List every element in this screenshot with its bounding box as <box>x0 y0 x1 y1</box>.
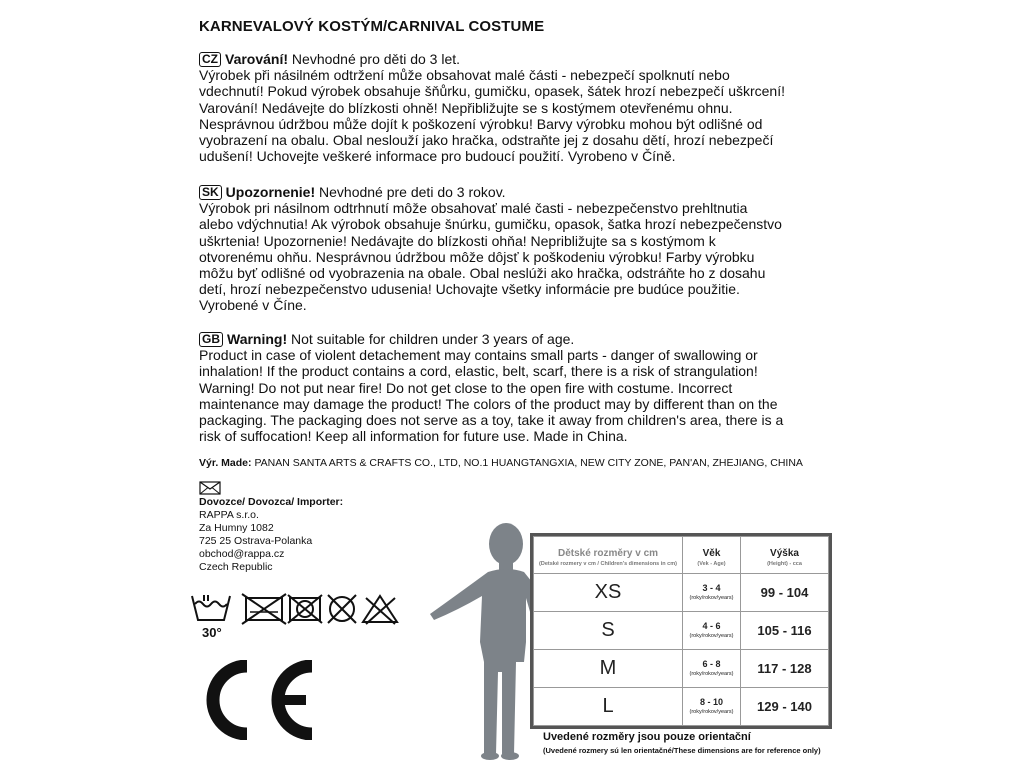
warning-line: Product in case of violent detachement may contains small parts - danger of swallowing or <box>199 347 758 364</box>
age-cell <box>683 650 741 688</box>
warning-first-line-sk: Nevhodné pre deti do 3 rokov. <box>319 184 506 200</box>
height-cell: 129 - 140 <box>741 688 829 726</box>
warning-line: detí, hrozí nebezpečenstvo udusenia! Uchovajte všetky informácie pre budúce použitie. <box>199 281 740 298</box>
header-age-label: Věk <box>702 548 721 559</box>
warning-line: otvorenému ohňu. Nesprávnou údržbou môže dôjsť k poškodeniu výrobku! Farby výrobku <box>199 248 755 265</box>
age-unit: (roky/rokov/years) <box>689 632 734 639</box>
age-unit: (roky/rokov/years) <box>689 670 734 677</box>
warning-heading-sk: Upozornenie! <box>225 184 316 200</box>
warning-line: inhalation! If the product contains a cord, elastic, belt, scarf, there is a risk of strangulation! <box>199 363 758 380</box>
size-table <box>530 533 832 729</box>
importer-label: Dovozce/ Dovozca/ Importer: <box>199 496 344 508</box>
ce-mark-icon <box>192 660 318 740</box>
wash-temperature: 30° <box>202 625 222 640</box>
flag-sk: SK <box>199 185 222 200</box>
age-cell <box>683 574 741 612</box>
warning-line: alebo vdýchnutia! Ak výrobok obsahuje šnúrku, gumičku, opasok, šatka hrozí nebezpečenstvo <box>199 216 782 233</box>
warning-section-gb <box>199 331 849 444</box>
table-row <box>534 612 829 650</box>
dimensions-note-sub: (Uvedené rozmery sú len orientačné/These dimensions are for reference only) <box>543 746 821 755</box>
manufacturer-line <box>199 457 803 469</box>
header-size-sub: (Detské rozmery v cm / Children's dimensions in cm) <box>539 561 677 567</box>
warning-line: risk of suffocation! Keep all information for future use. Made in China. <box>199 428 628 445</box>
header-age-sub: (Vek - Age) <box>697 561 726 567</box>
age-value: 4 - 6 <box>702 620 721 631</box>
manufacturer-label: Výr. Made: <box>199 457 252 469</box>
warning-line: udušení! Uchovejte veškeré informace pro budoucí použití. Vyrobeno v Číně. <box>199 148 676 165</box>
importer-line: RAPPA s.r.o. <box>199 509 259 521</box>
importer-line: obchod@rappa.cz <box>199 548 285 560</box>
no-iron-icon <box>288 595 322 623</box>
manufacturer-text: PANAN SANTA ARTS & CRAFTS CO., LTD, NO.1 HUANGTANGXIA, NEW CITY ZONE, PAN'AN, ZHEJIANG, CHINA <box>254 457 803 469</box>
warning-line: Výrobok pri násilnom odtrhnutí môže obsahovať malé časti - nebezpečenstvo prehltnutia <box>199 200 748 217</box>
height-cell: 99 - 104 <box>741 574 829 612</box>
warning-line: Varování! Nedávejte do blízkosti ohně! Nepřibližujte se s kostýmem otevřenému ohnu. <box>199 99 733 116</box>
height-cell: 117 - 128 <box>741 650 829 688</box>
age-unit: (roky/rokov/years) <box>689 594 734 601</box>
header-size <box>534 537 683 574</box>
size-cell: L <box>534 688 683 726</box>
header-height-sub: (Height) - cca <box>767 561 802 567</box>
header-height <box>741 537 829 574</box>
warning-line: maintenance may damage the product! The colors of the product may by different than on the <box>199 395 778 412</box>
importer-line: 725 25 Ostrava-Polanka <box>199 535 313 547</box>
warning-heading-gb: Warning! <box>227 331 288 347</box>
size-cell: M <box>534 650 683 688</box>
height-cell: 105 - 116 <box>741 612 829 650</box>
flag-gb: GB <box>199 332 223 347</box>
warning-heading-cz: Varování! <box>225 51 289 67</box>
age-value: 8 - 10 <box>699 696 723 707</box>
header-height-label: Výška <box>770 548 799 559</box>
warning-line: packaging. The packaging does not serve as a toy, take it away from children's area, there is a <box>199 412 784 429</box>
age-value: 6 - 8 <box>702 658 721 669</box>
size-cell: XS <box>534 574 683 612</box>
importer-line: Czech Republic <box>199 561 273 573</box>
flag-cz: CZ <box>199 52 221 67</box>
warning-line: vdechnutí! Pokud výrobek obsahuje šňůrku, gumičku, opasek, šátek hrozí nebezpečí uškrcení! <box>199 83 785 100</box>
no-dry-clean-icon <box>328 595 356 623</box>
wash-30-icon <box>192 595 230 620</box>
header-age <box>683 537 741 574</box>
page-title: KARNEVALOVÝ KOSTÝM/CARNIVAL COSTUME <box>199 18 545 35</box>
age-cell <box>683 612 741 650</box>
size-cell: S <box>534 612 683 650</box>
size-table-header <box>534 537 829 574</box>
age-cell <box>683 688 741 726</box>
warning-line: Vyrobené v Číne. <box>199 297 307 314</box>
age-value: 3 - 4 <box>702 582 721 593</box>
warning-section-sk <box>199 184 849 314</box>
warning-first-line-gb: Not suitable for children under 3 years of age. <box>291 331 575 347</box>
warning-line: Výrobek při násilném odtržení může obsahovat malé části - nebezpečí spolknutí nebo <box>199 67 730 84</box>
importer-line: Za Humny 1082 <box>199 522 274 534</box>
dimensions-note: Uvedené rozměry jsou pouze orientační <box>543 731 751 743</box>
no-tumble-dry-icon <box>242 594 286 624</box>
warning-first-line-cz: Nevhodné pro děti do 3 let. <box>291 51 461 67</box>
table-row <box>534 574 829 612</box>
header-size-label: Dětské rozměry v cm <box>557 548 659 559</box>
no-bleach-icon <box>363 596 397 624</box>
warning-line: vyobrazení na obalu. Obal neslouží jako hračka, odstraňte jej z dosahu dětí, hrozí nebezpečí <box>199 132 774 149</box>
warning-line: môžu byť odlišné od vyobrazenia na obale. Obal neslúži ako hračka, odstráňte ho z dosahu <box>199 265 766 282</box>
warning-line: Nesprávnou údržbou může dojít k poškození výrobku! Barvy výrobku mohou být odlišné od <box>199 115 763 132</box>
warning-line: Warning! Do not put near fire! Do not get close to the open fire with costume. Incorrect <box>199 379 733 396</box>
importer-block <box>199 481 343 574</box>
care-symbols <box>190 592 415 626</box>
envelope-icon <box>199 481 221 495</box>
table-row <box>534 688 829 726</box>
warning-line: uškrtenia! Upozornenie! Nedávajte do blízkosti ohňa! Nepribližujte sa s kostýmom k <box>199 232 716 249</box>
warning-section-cz <box>199 51 849 164</box>
age-unit: (roky/rokov/years) <box>689 708 734 715</box>
table-row <box>534 650 829 688</box>
